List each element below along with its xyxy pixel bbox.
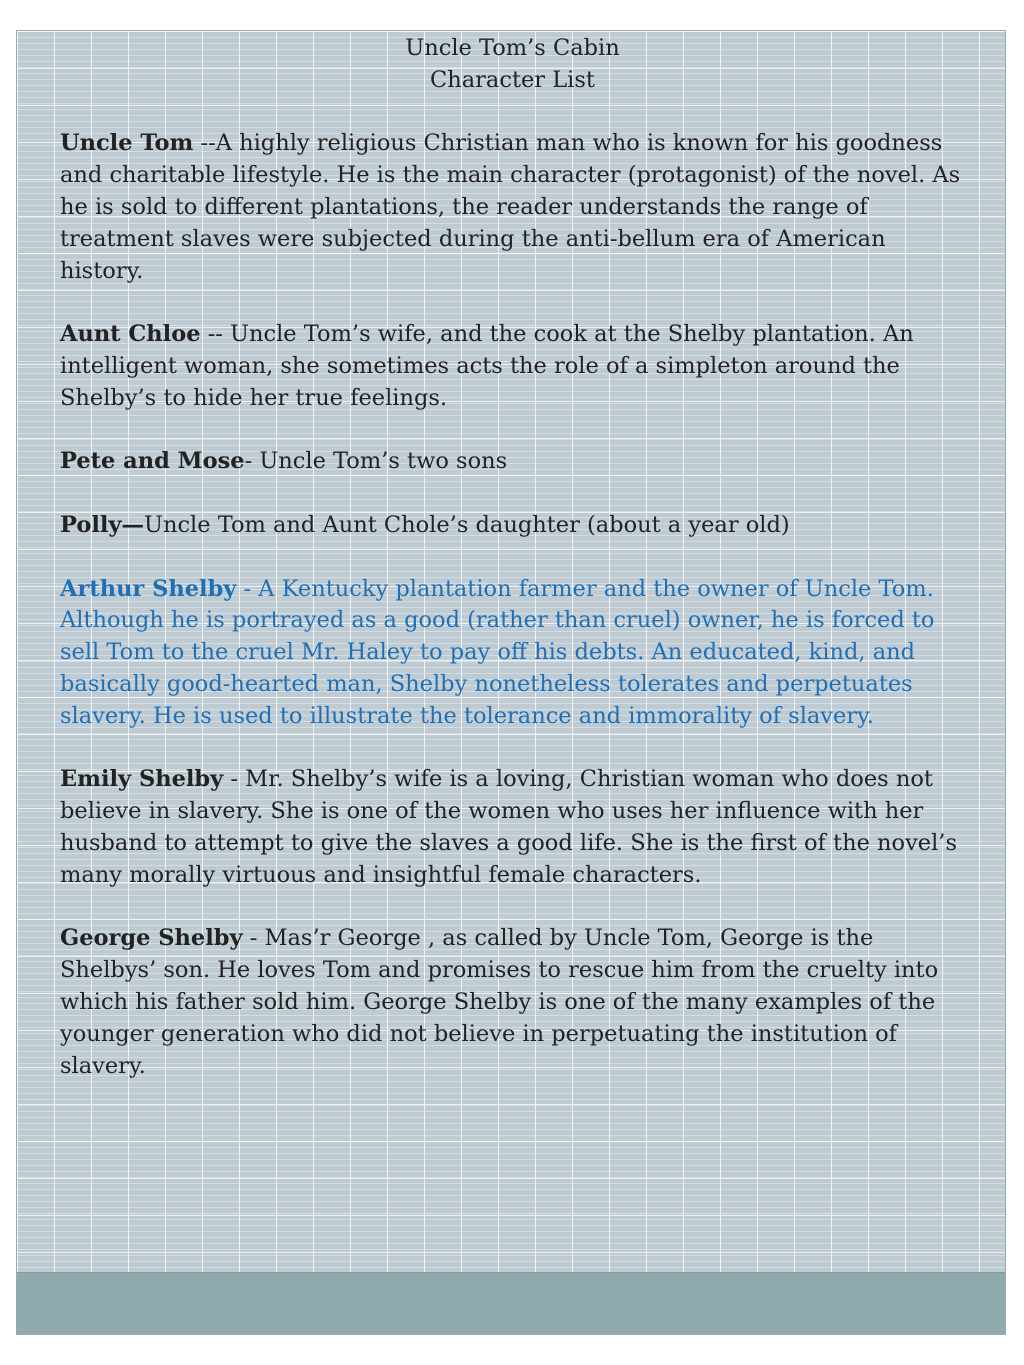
character-entry-arthur-shelby bbox=[60, 574, 965, 733]
title-block bbox=[60, 33, 965, 97]
character-name: Pete and Mose bbox=[60, 448, 245, 475]
footer-band bbox=[17, 1272, 1005, 1334]
character-description: Uncle Tom and Aunt Chole’s daughter (about a year old) bbox=[144, 511, 790, 538]
character-entry-polly bbox=[60, 510, 965, 542]
document-subtitle: Character List bbox=[430, 66, 595, 93]
character-entry-emily-shelby bbox=[60, 764, 965, 891]
character-description: - A Kentucky plantation farmer and the owner of Uncle Tom. Although he is portrayed as a good (rather than cruel) owner, he is forced to sell Tom to the cruel Mr. Haley to pay off his debts. An educated, kind, and basically good-hearted man, Shelby nonetheless tolerates and perpetuates slavery. He is used to illustrate the tolerance and immorality of slavery. bbox=[60, 575, 935, 729]
character-description: - Uncle Tom’s two sons bbox=[244, 448, 508, 475]
character-entry-george-shelby bbox=[60, 923, 965, 1082]
character-name: Arthur Shelby bbox=[60, 575, 237, 602]
character-description: -- Uncle Tom’s wife, and the cook at the Shelby plantation. An intelligent woman, she sometimes acts the role of a simpleton around the Shelby’s to hide her true feelings. bbox=[60, 321, 914, 411]
slide bbox=[16, 30, 1006, 1335]
character-name: Polly— bbox=[60, 511, 144, 538]
character-name: Uncle Tom bbox=[60, 130, 194, 157]
character-description: - Mr. Shelby’s wife is a loving, Christian woman who does not believe in slavery. She is one of the women who uses her influence with her husband to attempt to give the slaves a good life. She is the first of the novel’s many morally virtuous and insightful female characters. bbox=[60, 766, 957, 888]
character-entry-pete-and-mose bbox=[60, 446, 965, 478]
document-body bbox=[60, 33, 965, 1114]
character-entry-uncle-tom bbox=[60, 128, 965, 287]
character-name: George Shelby bbox=[60, 925, 243, 952]
character-entry-aunt-chloe bbox=[60, 319, 965, 414]
character-description: - Mas’r George , as called by Uncle Tom, George is the Shelbys’ son. He loves Tom and promises to rescue him from the cruelty into which his father sold him. George Shelby is one of the many examples of the younger generation who did not believe in perpetuating the institution of slavery. bbox=[60, 925, 939, 1079]
document-title: Uncle Tom’s Cabin bbox=[405, 35, 620, 61]
character-name: Aunt Chloe bbox=[60, 321, 201, 348]
character-description: --A highly religious Christian man who is known for his goodness and charitable lifestyle. He is the main character (protagonist) of the novel. As he is sold to different plantations, the reader understands the range of treatment slaves were subjected during the anti-bellum era of American history. bbox=[60, 130, 961, 284]
character-name: Emily Shelby bbox=[60, 766, 224, 793]
